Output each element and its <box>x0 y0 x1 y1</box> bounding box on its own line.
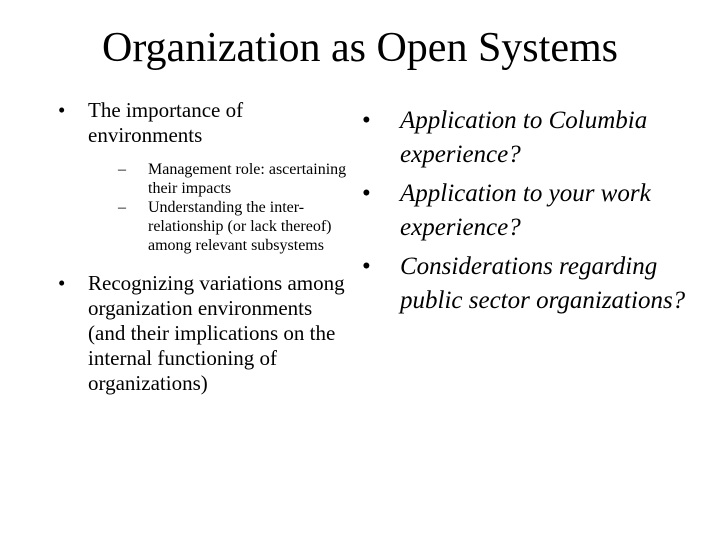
bullet-item <box>362 104 712 172</box>
sub-bullet-item <box>118 160 348 198</box>
sub-bullet-text: Management role: ascertaining their impacts <box>148 161 347 197</box>
bullet-item <box>58 271 348 396</box>
bullet-marker: • <box>362 107 371 134</box>
bullet-text: Considerations regarding public sector organizations? <box>400 253 686 314</box>
bullet-text: Application to Columbia experience? <box>400 107 648 168</box>
bullet-marker: • <box>362 180 371 207</box>
bullet-text: The importance of environments <box>88 98 244 147</box>
slide-title: Organization as Open Systems <box>102 25 618 71</box>
left-column <box>58 98 348 396</box>
sub-bullet-text: Understanding the inter-relationship (or lack thereof) among relevant subsystems <box>148 199 332 254</box>
bullet-item <box>362 250 712 318</box>
left-bullet-list <box>58 98 348 396</box>
bullet-marker: • <box>58 98 66 122</box>
bullet-text: Recognizing variations among organization environments (and their implications on the internal functioning of organizations) <box>88 271 345 395</box>
dash-marker: – <box>118 199 126 216</box>
right-bullet-list <box>362 104 712 318</box>
dash-marker: – <box>118 161 126 178</box>
sub-bullet-item <box>118 198 348 255</box>
bullet-marker: • <box>58 271 66 295</box>
bullet-marker: • <box>362 253 371 280</box>
bullet-item <box>58 98 348 255</box>
bullet-text: Application to your work experience? <box>400 180 651 241</box>
right-column <box>362 104 712 318</box>
sub-bullet-list <box>88 160 348 255</box>
bullet-item <box>362 177 712 245</box>
